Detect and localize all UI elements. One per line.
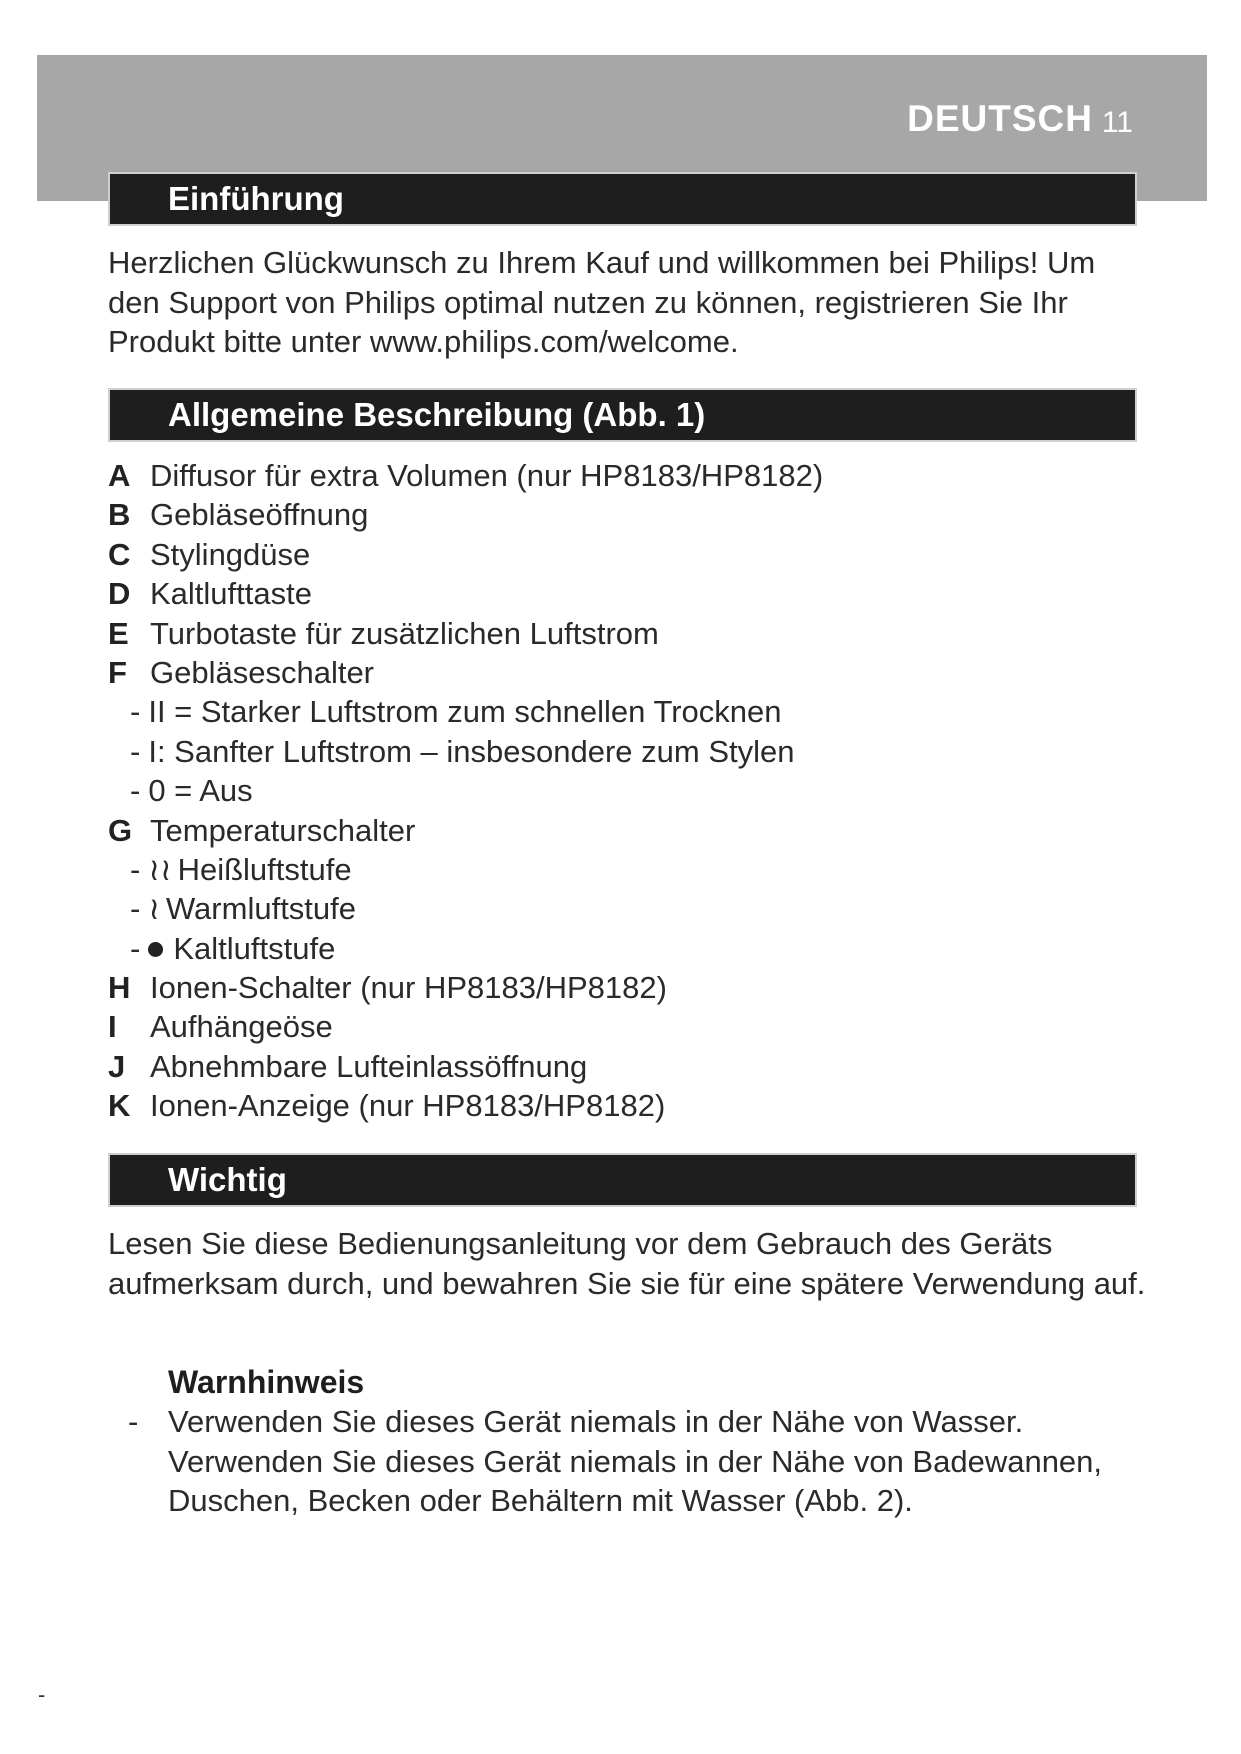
- item-key: F: [108, 654, 127, 690]
- section-bar-description: [110, 390, 1135, 440]
- item-text: Temperaturschalter: [150, 812, 416, 848]
- item-text: Aufhängeöse: [150, 1009, 333, 1045]
- item-text: Warmluftstufe: [165, 891, 357, 927]
- warning-dash: -: [128, 1404, 139, 1439]
- section-title-important: Wichtig: [168, 1161, 287, 1198]
- item-key: H: [108, 970, 131, 1006]
- item-text: Ionen-Anzeige (nur HP8183/HP8182): [150, 1088, 666, 1124]
- page-number: 11: [1101, 106, 1133, 139]
- item-text: Diffusor für extra Volumen (nur HP8183/HP8182): [150, 458, 824, 493]
- item-text: I: Sanfter Luftstrom – insbesondere zum Stylen: [148, 733, 795, 769]
- item-key: I: [108, 1009, 117, 1045]
- list-subitem: [108, 850, 1148, 889]
- item-text: Ionen-Schalter (nur HP8183/HP8182): [150, 970, 667, 1006]
- intro-paragraph: [108, 243, 1148, 362]
- item-dash: -: [130, 930, 141, 966]
- list-item: [108, 535, 1148, 574]
- warning-item: [128, 1402, 1148, 1521]
- list-subitem: [108, 732, 1148, 771]
- list-item: [108, 653, 1148, 692]
- item-text: Kaltlufttaste: [150, 576, 312, 612]
- item-text: Gebläseschalter: [150, 654, 375, 690]
- list-subitem: [108, 929, 1148, 968]
- language-heading: DEUTSCH: [907, 98, 1093, 139]
- item-key: E: [108, 615, 129, 651]
- list-item: [108, 968, 1148, 1007]
- list-item: [108, 495, 1148, 534]
- section-bar-important: [110, 1155, 1135, 1205]
- item-key: J: [108, 1048, 126, 1084]
- item-text: Abnehmbare Lufteinlassöffnung: [150, 1048, 588, 1084]
- list-item: [108, 1086, 1148, 1125]
- item-text: Turbotaste für zusätzlichen Luftstrom: [150, 615, 659, 651]
- item-text: Gebläseöffnung: [150, 497, 369, 533]
- warning-text: Verwenden Sie dieses Gerät niemals in der Nähe von Wasser. Verwenden Sie dieses Gerät niemals in der Nähe von Badewannen, Duschen, Becken oder Behältern mit Wasser (Abb. 2).: [168, 1404, 1103, 1518]
- cold-air-dot-icon: [148, 942, 163, 957]
- section-title-description: Allgemeine Beschreibung (Abb. 1): [168, 396, 706, 433]
- list-item: [108, 574, 1148, 613]
- important-paragraph: [108, 1224, 1148, 1303]
- section-title-intro: Einführung: [168, 180, 344, 217]
- item-key: B: [108, 497, 131, 533]
- item-dash: -: [130, 851, 141, 887]
- description-list: [108, 456, 1148, 1126]
- item-text: Heißluftstufe: [177, 851, 352, 887]
- item-key: C: [108, 536, 131, 572]
- intro-text: Herzlichen Glückwunsch zu Ihrem Kauf und willkommen bei Philips! Um den Support von Philips optimal nutzen zu können, registrieren Sie Ihr Produkt bitte unter www.philips.com/welcome.: [108, 245, 1096, 359]
- list-item: [108, 1007, 1148, 1046]
- item-text: 0 = Aus: [148, 773, 253, 809]
- list-subitem: [108, 771, 1148, 810]
- list-item: [108, 456, 1148, 495]
- item-key: D: [108, 576, 131, 612]
- warm-air-icon: ≀: [148, 891, 160, 927]
- list-subitem: [108, 692, 1148, 731]
- item-key: K: [108, 1088, 131, 1124]
- hot-air-icon: ≀≀: [148, 851, 172, 887]
- item-dash: -: [130, 891, 141, 927]
- item-text: Kaltluftstufe: [173, 930, 336, 966]
- section-bar-intro: [110, 174, 1135, 224]
- list-item: [108, 811, 1148, 850]
- item-key: G: [108, 812, 133, 848]
- item-text: Stylingdüse: [150, 536, 311, 572]
- footer-mark: -: [38, 1682, 46, 1707]
- list-item: [108, 614, 1148, 653]
- item-dash: -: [130, 694, 141, 730]
- item-dash: -: [130, 773, 141, 809]
- item-dash: -: [130, 733, 141, 769]
- warning-heading: Warnhinweis: [168, 1364, 365, 1400]
- item-text: II = Starker Luftstrom zum schnellen Trocknen: [148, 694, 782, 730]
- list-item: [108, 1047, 1148, 1086]
- important-text: Lesen Sie diese Bedienungsanleitung vor dem Gebrauch des Geräts aufmerksam durch, und bewahren Sie sie für eine spätere Verwendung auf.: [108, 1226, 1146, 1301]
- item-key: A: [108, 458, 131, 493]
- list-subitem: [108, 889, 1148, 928]
